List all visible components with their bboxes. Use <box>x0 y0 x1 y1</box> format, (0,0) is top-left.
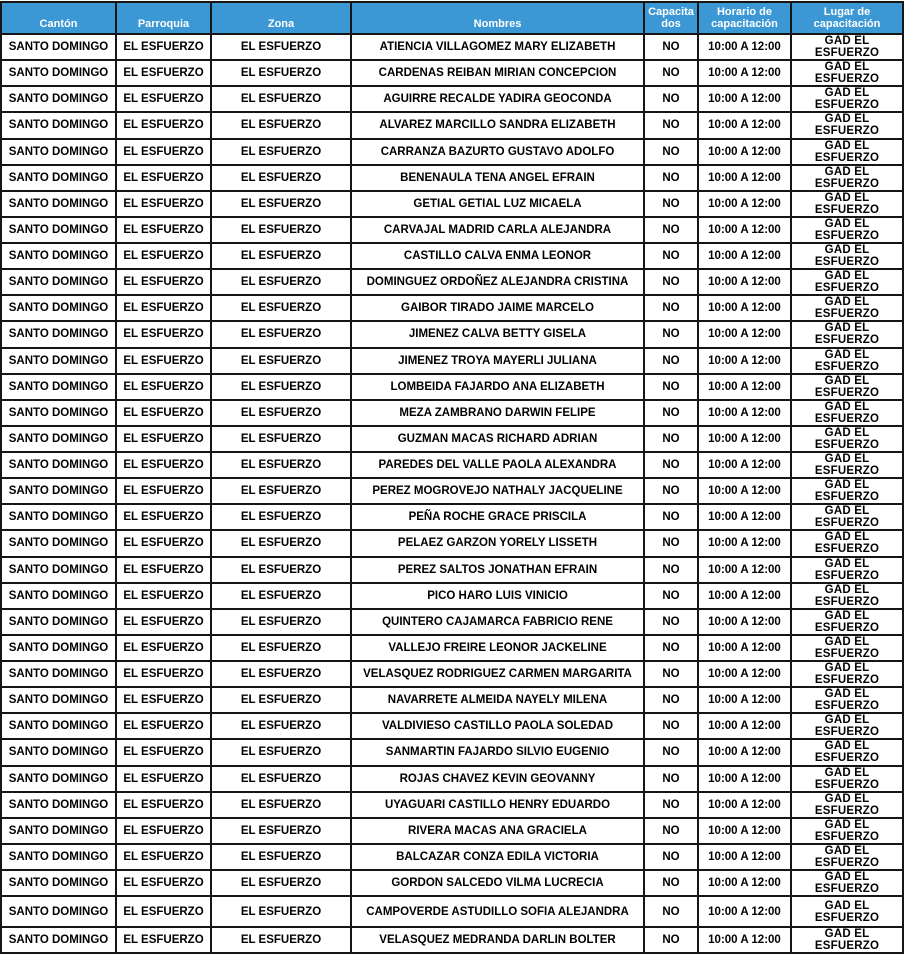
cell-lugar: GAD EL ESFUERZO <box>791 34 903 60</box>
cell-canton: SANTO DOMINGO <box>1 739 116 765</box>
cell-capacitados: NO <box>644 635 698 661</box>
cell-nombre: NAVARRETE ALMEIDA NAYELY MILENA <box>351 687 644 713</box>
cell-nombre: JIMENEZ CALVA BETTY GISELA <box>351 321 644 347</box>
table-row <box>1 191 903 217</box>
cell-zona: EL ESFUERZO <box>211 739 351 765</box>
cell-capacitados: NO <box>644 687 698 713</box>
cell-lugar: GAD EL ESFUERZO <box>791 426 903 452</box>
cell-parroquia: EL ESFUERZO <box>116 766 211 792</box>
cell-horario: 10:00 A 12:00 <box>698 609 791 635</box>
cell-horario: 10:00 A 12:00 <box>698 635 791 661</box>
table-body <box>1 34 903 953</box>
cell-zona: EL ESFUERZO <box>211 896 351 927</box>
cell-canton: SANTO DOMINGO <box>1 321 116 347</box>
cell-zona: EL ESFUERZO <box>211 165 351 191</box>
cell-nombre: VALLEJO FREIRE LEONOR JACKELINE <box>351 635 644 661</box>
cell-lugar: GAD EL ESFUERZO <box>791 896 903 927</box>
cell-canton: SANTO DOMINGO <box>1 583 116 609</box>
cell-lugar: GAD EL ESFUERZO <box>791 165 903 191</box>
table-row <box>1 635 903 661</box>
cell-lugar: GAD EL ESFUERZO <box>791 86 903 112</box>
cell-capacitados: NO <box>644 452 698 478</box>
cell-horario: 10:00 A 12:00 <box>698 243 791 269</box>
cell-nombre: CAMPOVERDE ASTUDILLO SOFIA ALEJANDRA <box>351 896 644 927</box>
cell-nombre: PEÑA ROCHE GRACE PRISCILA <box>351 504 644 530</box>
cell-canton: SANTO DOMINGO <box>1 374 116 400</box>
cell-horario: 10:00 A 12:00 <box>698 504 791 530</box>
cell-lugar: GAD EL ESFUERZO <box>791 504 903 530</box>
cell-zona: EL ESFUERZO <box>211 504 351 530</box>
cell-parroquia: EL ESFUERZO <box>116 269 211 295</box>
cell-nombre: PICO HARO LUIS VINICIO <box>351 583 644 609</box>
cell-canton: SANTO DOMINGO <box>1 609 116 635</box>
cell-lugar: GAD EL ESFUERZO <box>791 844 903 870</box>
table-row <box>1 60 903 86</box>
table-row <box>1 348 903 374</box>
cell-canton: SANTO DOMINGO <box>1 504 116 530</box>
table-row <box>1 86 903 112</box>
cell-zona: EL ESFUERZO <box>211 269 351 295</box>
cell-horario: 10:00 A 12:00 <box>698 426 791 452</box>
cell-canton: SANTO DOMINGO <box>1 348 116 374</box>
cell-canton: SANTO DOMINGO <box>1 191 116 217</box>
cell-capacitados: NO <box>644 609 698 635</box>
cell-horario: 10:00 A 12:00 <box>698 34 791 60</box>
column-header-lugar: Lugar de capacitación <box>791 2 903 34</box>
cell-horario: 10:00 A 12:00 <box>698 295 791 321</box>
cell-zona: EL ESFUERZO <box>211 139 351 165</box>
column-header-parroquia: Parroquia <box>116 2 211 34</box>
cell-capacitados: NO <box>644 400 698 426</box>
cell-horario: 10:00 A 12:00 <box>698 478 791 504</box>
cell-lugar: GAD EL ESFUERZO <box>791 191 903 217</box>
cell-zona: EL ESFUERZO <box>211 661 351 687</box>
cell-capacitados: NO <box>644 269 698 295</box>
cell-capacitados: NO <box>644 818 698 844</box>
cell-zona: EL ESFUERZO <box>211 217 351 243</box>
cell-capacitados: NO <box>644 530 698 556</box>
cell-canton: SANTO DOMINGO <box>1 927 116 953</box>
table-row <box>1 295 903 321</box>
cell-canton: SANTO DOMINGO <box>1 60 116 86</box>
cell-capacitados: NO <box>644 583 698 609</box>
cell-capacitados: NO <box>644 713 698 739</box>
cell-capacitados: NO <box>644 426 698 452</box>
cell-nombre: RIVERA MACAS ANA GRACIELA <box>351 818 644 844</box>
cell-nombre: VALDIVIESO CASTILLO PAOLA SOLEDAD <box>351 713 644 739</box>
cell-parroquia: EL ESFUERZO <box>116 530 211 556</box>
cell-parroquia: EL ESFUERZO <box>116 661 211 687</box>
cell-zona: EL ESFUERZO <box>211 609 351 635</box>
cell-lugar: GAD EL ESFUERZO <box>791 661 903 687</box>
cell-nombre: BALCAZAR CONZA EDILA VICTORIA <box>351 844 644 870</box>
cell-parroquia: EL ESFUERZO <box>116 478 211 504</box>
cell-zona: EL ESFUERZO <box>211 792 351 818</box>
cell-canton: SANTO DOMINGO <box>1 792 116 818</box>
cell-parroquia: EL ESFUERZO <box>116 792 211 818</box>
cell-zona: EL ESFUERZO <box>211 583 351 609</box>
cell-parroquia: EL ESFUERZO <box>116 927 211 953</box>
cell-zona: EL ESFUERZO <box>211 295 351 321</box>
cell-parroquia: EL ESFUERZO <box>116 818 211 844</box>
column-header-zona: Zona <box>211 2 351 34</box>
cell-zona: EL ESFUERZO <box>211 478 351 504</box>
cell-canton: SANTO DOMINGO <box>1 217 116 243</box>
cell-parroquia: EL ESFUERZO <box>116 504 211 530</box>
table-row <box>1 609 903 635</box>
cell-capacitados: NO <box>644 34 698 60</box>
cell-zona: EL ESFUERZO <box>211 400 351 426</box>
cell-parroquia: EL ESFUERZO <box>116 426 211 452</box>
cell-horario: 10:00 A 12:00 <box>698 896 791 927</box>
cell-nombre: GAIBOR TIRADO JAIME MARCELO <box>351 295 644 321</box>
cell-horario: 10:00 A 12:00 <box>698 739 791 765</box>
cell-horario: 10:00 A 12:00 <box>698 557 791 583</box>
cell-capacitados: NO <box>644 896 698 927</box>
table-row <box>1 243 903 269</box>
cell-zona: EL ESFUERZO <box>211 112 351 138</box>
cell-lugar: GAD EL ESFUERZO <box>791 217 903 243</box>
cell-parroquia: EL ESFUERZO <box>116 896 211 927</box>
cell-zona: EL ESFUERZO <box>211 426 351 452</box>
cell-zona: EL ESFUERZO <box>211 818 351 844</box>
cell-parroquia: EL ESFUERZO <box>116 844 211 870</box>
cell-lugar: GAD EL ESFUERZO <box>791 583 903 609</box>
cell-parroquia: EL ESFUERZO <box>116 609 211 635</box>
cell-zona: EL ESFUERZO <box>211 86 351 112</box>
cell-parroquia: EL ESFUERZO <box>116 713 211 739</box>
cell-parroquia: EL ESFUERZO <box>116 139 211 165</box>
cell-horario: 10:00 A 12:00 <box>698 112 791 138</box>
cell-parroquia: EL ESFUERZO <box>116 739 211 765</box>
table-row <box>1 321 903 347</box>
table-row <box>1 426 903 452</box>
cell-horario: 10:00 A 12:00 <box>698 687 791 713</box>
cell-parroquia: EL ESFUERZO <box>116 295 211 321</box>
spreadsheet-page <box>0 1 902 953</box>
cell-parroquia: EL ESFUERZO <box>116 86 211 112</box>
cell-horario: 10:00 A 12:00 <box>698 374 791 400</box>
cell-horario: 10:00 A 12:00 <box>698 321 791 347</box>
cell-nombre: PEREZ MOGROVEJO NATHALY JACQUELINE <box>351 478 644 504</box>
cell-horario: 10:00 A 12:00 <box>698 86 791 112</box>
cell-canton: SANTO DOMINGO <box>1 295 116 321</box>
cell-capacitados: NO <box>644 217 698 243</box>
table-row <box>1 713 903 739</box>
table-row <box>1 583 903 609</box>
table-row <box>1 557 903 583</box>
table-row <box>1 870 903 896</box>
table-row <box>1 530 903 556</box>
table-row <box>1 165 903 191</box>
cell-parroquia: EL ESFUERZO <box>116 400 211 426</box>
cell-capacitados: NO <box>644 139 698 165</box>
table-row <box>1 687 903 713</box>
cell-lugar: GAD EL ESFUERZO <box>791 609 903 635</box>
cell-parroquia: EL ESFUERZO <box>116 348 211 374</box>
cell-lugar: GAD EL ESFUERZO <box>791 60 903 86</box>
cell-nombre: CARVAJAL MADRID CARLA ALEJANDRA <box>351 217 644 243</box>
cell-zona: EL ESFUERZO <box>211 713 351 739</box>
cell-lugar: GAD EL ESFUERZO <box>791 478 903 504</box>
cell-zona: EL ESFUERZO <box>211 927 351 953</box>
cell-canton: SANTO DOMINGO <box>1 766 116 792</box>
column-header-canton: Cantón <box>1 2 116 34</box>
cell-capacitados: NO <box>644 739 698 765</box>
cell-canton: SANTO DOMINGO <box>1 139 116 165</box>
cell-zona: EL ESFUERZO <box>211 243 351 269</box>
column-header-horario: Horario de capacitación <box>698 2 791 34</box>
cell-nombre: LOMBEIDA FAJARDO ANA ELIZABETH <box>351 374 644 400</box>
cell-lugar: GAD EL ESFUERZO <box>791 687 903 713</box>
cell-zona: EL ESFUERZO <box>211 557 351 583</box>
cell-horario: 10:00 A 12:00 <box>698 139 791 165</box>
cell-lugar: GAD EL ESFUERZO <box>791 243 903 269</box>
cell-horario: 10:00 A 12:00 <box>698 661 791 687</box>
cell-lugar: GAD EL ESFUERZO <box>791 818 903 844</box>
cell-nombre: VELASQUEZ RODRIGUEZ CARMEN MARGARITA <box>351 661 644 687</box>
cell-nombre: DOMINGUEZ ORDOÑEZ ALEJANDRA CRISTINA <box>351 269 644 295</box>
cell-zona: EL ESFUERZO <box>211 191 351 217</box>
cell-canton: SANTO DOMINGO <box>1 687 116 713</box>
cell-lugar: GAD EL ESFUERZO <box>791 139 903 165</box>
cell-horario: 10:00 A 12:00 <box>698 60 791 86</box>
cell-horario: 10:00 A 12:00 <box>698 870 791 896</box>
cell-horario: 10:00 A 12:00 <box>698 792 791 818</box>
cell-lugar: GAD EL ESFUERZO <box>791 348 903 374</box>
cell-zona: EL ESFUERZO <box>211 34 351 60</box>
cell-canton: SANTO DOMINGO <box>1 243 116 269</box>
cell-nombre: ROJAS CHAVEZ KEVIN GEOVANNY <box>351 766 644 792</box>
cell-parroquia: EL ESFUERZO <box>116 112 211 138</box>
cell-parroquia: EL ESFUERZO <box>116 557 211 583</box>
capacitacion-table <box>0 1 904 954</box>
cell-horario: 10:00 A 12:00 <box>698 583 791 609</box>
cell-capacitados: NO <box>644 112 698 138</box>
cell-horario: 10:00 A 12:00 <box>698 818 791 844</box>
cell-horario: 10:00 A 12:00 <box>698 927 791 953</box>
cell-capacitados: NO <box>644 844 698 870</box>
cell-nombre: PEREZ SALTOS JONATHAN EFRAIN <box>351 557 644 583</box>
table-row <box>1 269 903 295</box>
table-row <box>1 661 903 687</box>
cell-horario: 10:00 A 12:00 <box>698 844 791 870</box>
table-row <box>1 374 903 400</box>
cell-horario: 10:00 A 12:00 <box>698 348 791 374</box>
cell-lugar: GAD EL ESFUERZO <box>791 530 903 556</box>
cell-nombre: PAREDES DEL VALLE PAOLA ALEXANDRA <box>351 452 644 478</box>
cell-parroquia: EL ESFUERZO <box>116 60 211 86</box>
cell-lugar: GAD EL ESFUERZO <box>791 927 903 953</box>
cell-nombre: SANMARTIN FAJARDO SILVIO EUGENIO <box>351 739 644 765</box>
cell-capacitados: NO <box>644 60 698 86</box>
cell-parroquia: EL ESFUERZO <box>116 34 211 60</box>
cell-horario: 10:00 A 12:00 <box>698 400 791 426</box>
cell-parroquia: EL ESFUERZO <box>116 374 211 400</box>
cell-capacitados: NO <box>644 374 698 400</box>
header-row <box>1 2 903 34</box>
cell-parroquia: EL ESFUERZO <box>116 191 211 217</box>
table-row <box>1 217 903 243</box>
cell-nombre: GETIAL GETIAL LUZ MICAELA <box>351 191 644 217</box>
cell-parroquia: EL ESFUERZO <box>116 635 211 661</box>
cell-zona: EL ESFUERZO <box>211 374 351 400</box>
cell-capacitados: NO <box>644 191 698 217</box>
cell-nombre: VELASQUEZ MEDRANDA DARLIN BOLTER <box>351 927 644 953</box>
cell-lugar: GAD EL ESFUERZO <box>791 792 903 818</box>
cell-zona: EL ESFUERZO <box>211 530 351 556</box>
cell-parroquia: EL ESFUERZO <box>116 452 211 478</box>
table-row <box>1 739 903 765</box>
cell-nombre: MEZA ZAMBRANO DARWIN FELIPE <box>351 400 644 426</box>
cell-lugar: GAD EL ESFUERZO <box>791 452 903 478</box>
table-row <box>1 818 903 844</box>
cell-capacitados: NO <box>644 295 698 321</box>
cell-capacitados: NO <box>644 86 698 112</box>
cell-canton: SANTO DOMINGO <box>1 478 116 504</box>
cell-horario: 10:00 A 12:00 <box>698 217 791 243</box>
cell-parroquia: EL ESFUERZO <box>116 870 211 896</box>
table-row <box>1 112 903 138</box>
cell-zona: EL ESFUERZO <box>211 687 351 713</box>
cell-canton: SANTO DOMINGO <box>1 34 116 60</box>
cell-horario: 10:00 A 12:00 <box>698 191 791 217</box>
cell-canton: SANTO DOMINGO <box>1 269 116 295</box>
cell-nombre: CASTILLO CALVA ENMA LEONOR <box>351 243 644 269</box>
cell-canton: SANTO DOMINGO <box>1 844 116 870</box>
cell-nombre: GUZMAN MACAS RICHARD ADRIAN <box>351 426 644 452</box>
cell-canton: SANTO DOMINGO <box>1 112 116 138</box>
cell-capacitados: NO <box>644 348 698 374</box>
cell-canton: SANTO DOMINGO <box>1 661 116 687</box>
cell-canton: SANTO DOMINGO <box>1 713 116 739</box>
cell-nombre: AGUIRRE RECALDE YADIRA GEOCONDA <box>351 86 644 112</box>
cell-canton: SANTO DOMINGO <box>1 530 116 556</box>
cell-capacitados: NO <box>644 478 698 504</box>
cell-nombre: JIMENEZ TROYA MAYERLI JULIANA <box>351 348 644 374</box>
cell-canton: SANTO DOMINGO <box>1 635 116 661</box>
cell-capacitados: NO <box>644 661 698 687</box>
table-row <box>1 504 903 530</box>
table-row <box>1 896 903 927</box>
cell-nombre: PELAEZ GARZON YORELY LISSETH <box>351 530 644 556</box>
cell-capacitados: NO <box>644 557 698 583</box>
cell-horario: 10:00 A 12:00 <box>698 713 791 739</box>
cell-canton: SANTO DOMINGO <box>1 896 116 927</box>
cell-horario: 10:00 A 12:00 <box>698 530 791 556</box>
cell-nombre: CARRANZA BAZURTO GUSTAVO ADOLFO <box>351 139 644 165</box>
cell-nombre: UYAGUARI CASTILLO HENRY EDUARDO <box>351 792 644 818</box>
cell-parroquia: EL ESFUERZO <box>116 165 211 191</box>
cell-capacitados: NO <box>644 927 698 953</box>
cell-zona: EL ESFUERZO <box>211 348 351 374</box>
table-row <box>1 452 903 478</box>
cell-canton: SANTO DOMINGO <box>1 165 116 191</box>
cell-lugar: GAD EL ESFUERZO <box>791 739 903 765</box>
cell-horario: 10:00 A 12:00 <box>698 766 791 792</box>
cell-zona: EL ESFUERZO <box>211 452 351 478</box>
cell-capacitados: NO <box>644 165 698 191</box>
cell-capacitados: NO <box>644 766 698 792</box>
cell-parroquia: EL ESFUERZO <box>116 321 211 347</box>
cell-parroquia: EL ESFUERZO <box>116 583 211 609</box>
cell-canton: SANTO DOMINGO <box>1 870 116 896</box>
table-row <box>1 927 903 953</box>
table-row <box>1 139 903 165</box>
cell-zona: EL ESFUERZO <box>211 844 351 870</box>
cell-canton: SANTO DOMINGO <box>1 400 116 426</box>
cell-parroquia: EL ESFUERZO <box>116 687 211 713</box>
cell-lugar: GAD EL ESFUERZO <box>791 112 903 138</box>
cell-zona: EL ESFUERZO <box>211 870 351 896</box>
cell-zona: EL ESFUERZO <box>211 321 351 347</box>
table-row <box>1 844 903 870</box>
cell-parroquia: EL ESFUERZO <box>116 243 211 269</box>
cell-capacitados: NO <box>644 243 698 269</box>
cell-zona: EL ESFUERZO <box>211 60 351 86</box>
table-row <box>1 34 903 60</box>
cell-capacitados: NO <box>644 321 698 347</box>
cell-lugar: GAD EL ESFUERZO <box>791 870 903 896</box>
cell-lugar: GAD EL ESFUERZO <box>791 635 903 661</box>
cell-canton: SANTO DOMINGO <box>1 86 116 112</box>
cell-horario: 10:00 A 12:00 <box>698 269 791 295</box>
cell-nombre: BENENAULA TENA ANGEL EFRAIN <box>351 165 644 191</box>
cell-lugar: GAD EL ESFUERZO <box>791 713 903 739</box>
cell-capacitados: NO <box>644 504 698 530</box>
cell-nombre: GORDON SALCEDO VILMA LUCRECIA <box>351 870 644 896</box>
cell-lugar: GAD EL ESFUERZO <box>791 557 903 583</box>
cell-zona: EL ESFUERZO <box>211 635 351 661</box>
cell-lugar: GAD EL ESFUERZO <box>791 400 903 426</box>
table-row <box>1 478 903 504</box>
table-header <box>1 2 903 34</box>
column-header-nombres: Nombres <box>351 2 644 34</box>
table-row <box>1 766 903 792</box>
column-header-capacitados: Capacita dos <box>644 2 698 34</box>
cell-horario: 10:00 A 12:00 <box>698 165 791 191</box>
cell-nombre: QUINTERO CAJAMARCA FABRICIO RENE <box>351 609 644 635</box>
cell-lugar: GAD EL ESFUERZO <box>791 321 903 347</box>
cell-lugar: GAD EL ESFUERZO <box>791 295 903 321</box>
cell-nombre: CARDENAS REIBAN MIRIAN CONCEPCION <box>351 60 644 86</box>
cell-canton: SANTO DOMINGO <box>1 426 116 452</box>
cell-capacitados: NO <box>644 792 698 818</box>
cell-horario: 10:00 A 12:00 <box>698 452 791 478</box>
cell-capacitados: NO <box>644 870 698 896</box>
cell-lugar: GAD EL ESFUERZO <box>791 374 903 400</box>
cell-lugar: GAD EL ESFUERZO <box>791 766 903 792</box>
cell-lugar: GAD EL ESFUERZO <box>791 269 903 295</box>
cell-zona: EL ESFUERZO <box>211 766 351 792</box>
cell-parroquia: EL ESFUERZO <box>116 217 211 243</box>
cell-canton: SANTO DOMINGO <box>1 452 116 478</box>
table-row <box>1 792 903 818</box>
cell-canton: SANTO DOMINGO <box>1 557 116 583</box>
table-row <box>1 400 903 426</box>
cell-canton: SANTO DOMINGO <box>1 818 116 844</box>
cell-nombre: ATIENCIA VILLAGOMEZ MARY ELIZABETH <box>351 34 644 60</box>
cell-nombre: ALVAREZ MARCILLO SANDRA ELIZABETH <box>351 112 644 138</box>
